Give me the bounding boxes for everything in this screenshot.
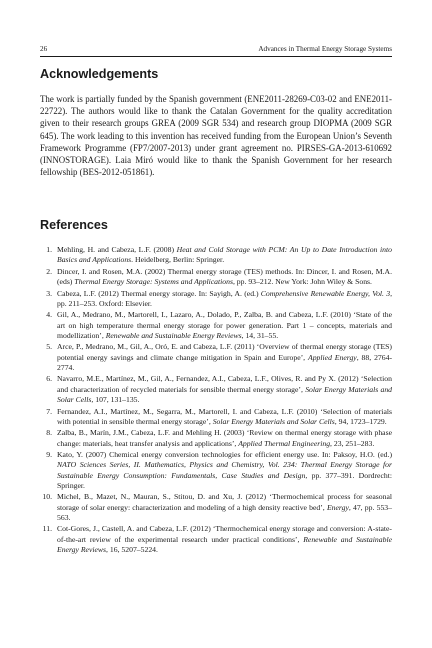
reference-number: 11. (42, 524, 52, 534)
reference-text: , 47, pp. 553–563. (57, 502, 392, 522)
reference-title: NATO Sciences Series, II. Mathematics, Physics and Chemistry, Vol. 234: Thermal Energy Storage for Sustainable Energy Consumption: Fundamentals, Case Studies and Design (57, 460, 392, 480)
reference-text: , 16, 5207–5224. (106, 544, 158, 554)
reference-item (40, 407, 392, 428)
reference-text: , 23, 251–283. (330, 438, 375, 448)
reference-title: Solar Energy Materials and Solar Cells (57, 384, 393, 404)
acknowledgements-heading: Acknowledgements (40, 67, 159, 81)
reference-item (40, 267, 392, 288)
reference-text: Gil, A., Medrano, M., Martorell, I., Lazaro, A., Dolado, P., Zalba, B. and Cabeza, L.F. (2010) ‘State of the art on high temperature thermal energy storage for power generation. Part 1 – concepts, materials and modellization’, (57, 310, 392, 340)
reference-item (40, 450, 392, 491)
reference-item (40, 492, 392, 523)
page-number: 26 (40, 45, 48, 53)
reference-number: 3. (46, 288, 52, 298)
reference-text: Mehling, H. and Cabeza, L.F. (2008) (57, 245, 177, 254)
reference-text: Kato, Y. (2007) Chemical energy conversion technologies for efficient energy use. In: Paksoy, H.O. (ed.) (57, 450, 392, 460)
reference-number: 5. (46, 342, 52, 352)
reference-text: Michel, B., Mazet, N., Mauran, S., Stitou, D. and Xu, J. (2012) ‘Thermochemical process for seasonal storage of solar energy: characterization and modeling of a high density reactive bed’, (57, 492, 392, 512)
reference-number: 8. (46, 428, 52, 438)
header-rule (40, 56, 392, 57)
acknowledgements-text: The work is partially funded by the Spanish government (ENE2011-28269-C03-02 and ENE2011-22722). The authors would like to thank the Catalan Government for the quality accreditation given to their research groups GREA (2009 SGR 534) and research group DIOPMA (2009 SGR 645). The work leading to this invention has received funding from the European Union’s Seventh Framework Programme (FP7/2007-2013) under grant agreement no. PIRSES-GA-2013-610692 (INNOSTORAGE). Laia Miró would like to thank the Spanish Government for her research fellowship (BES-2012-051861). (40, 94, 392, 178)
reference-item (40, 524, 392, 555)
reference-title: Heat and Cold Storage with PCM: An Up to Date Introduction into Basics and Applications (57, 245, 392, 265)
reference-text: , 88, 2764-2774. (57, 352, 392, 372)
reference-text: Cot-Gores, J., Castell, A. and Cabeza, L.F. (2012) ‘Thermochemical energy storage and conversion: A-state-of-the-art review of the experimental research under practical conditions’, (57, 524, 392, 544)
running-title: Advances in Thermal Energy Storage Systems (258, 45, 392, 53)
reference-text: , pp. 211–253. Oxford: Elsevier. (57, 288, 392, 308)
reference-number: 4. (46, 310, 52, 320)
reference-item (40, 374, 392, 405)
reference-number: 6. (46, 374, 52, 384)
reference-number: 9. (46, 450, 52, 460)
reference-title: Renewable and Sustainable Energy Reviews (57, 534, 392, 554)
reference-text: , 107, 131–135. (91, 394, 140, 404)
reference-title: Energy (326, 502, 349, 512)
reference-item (40, 428, 392, 449)
reference-title: Applied Thermal Engineering (238, 438, 331, 448)
reference-text: Fernandez, A.I., Martínez, M., Segarra, M., Martorell, I. and Cabeza, L.F. (2010) ‘Selection of materials with potential in sensible thermal energy storage’, (57, 406, 392, 426)
reference-list (40, 245, 392, 557)
reference-item (40, 342, 392, 373)
reference-text: Arce, P., Medrano, M., Gil, A., Oró, E. and Cabeza, L.F. (2011) ‘Overview of thermal energy storage (TES) potential energy savings and climate change mitigation in Spain and Europe’, (57, 342, 392, 362)
reference-text: Cabeza, L.F. (2012) Thermal energy storage. In: Sayigh, A. (ed.) (57, 288, 261, 298)
reference-number: 2. (46, 266, 52, 276)
reference-text: . Heidelberg, Berlin: Springer. (131, 255, 225, 265)
references-heading: References (40, 218, 108, 232)
reference-title: Comprehensive Renewable Energy, Vol. 3 (260, 288, 391, 298)
reference-text: Navarro, M.E., Martínez, M., Gil, A., Fernandez, A.I., Cabeza, L.F., Olives, R. and Py X. (2012) ‘Selection and characterization of recycled materials for sensible thermal energy storage’, (57, 374, 392, 394)
reference-title: Thermal Energy Storage: Systems and Applications (74, 277, 233, 287)
reference-text: , 14, 31–55. (241, 330, 279, 340)
reference-item (40, 310, 392, 341)
reference-title: Applied Energy (308, 352, 357, 362)
reference-text: , pp. 93–212. New York: John Wiley & Sons. (232, 277, 372, 287)
reference-title: Renewable and Sustainable Energy Reviews (105, 330, 242, 340)
reference-number: 10. (42, 492, 52, 502)
reference-text: Dincer, I. and Rosen, M.A. (2002) Thermal energy storage (TES) methods. In: Dincer, I. and Rosen, M.A. (eds) (57, 266, 392, 287)
reference-text: , 94, 1723–1729. (334, 416, 387, 426)
reference-title: Solar Energy Materials and Solar Cells (212, 416, 335, 426)
reference-number: 1. (46, 245, 52, 254)
reference-item (40, 245, 392, 266)
reference-text: , pp. 377–391. Dordrecht: Springer. (57, 470, 392, 490)
reference-text: Zalba, B., Marín, J.M., Cabeza, L.F. and Mehling H. (2003) ‘Review on thermal energy storage with phase change: materials, heat transfer analysis and applications’, (57, 428, 392, 448)
reference-item (40, 289, 392, 310)
reference-number: 7. (46, 406, 52, 416)
